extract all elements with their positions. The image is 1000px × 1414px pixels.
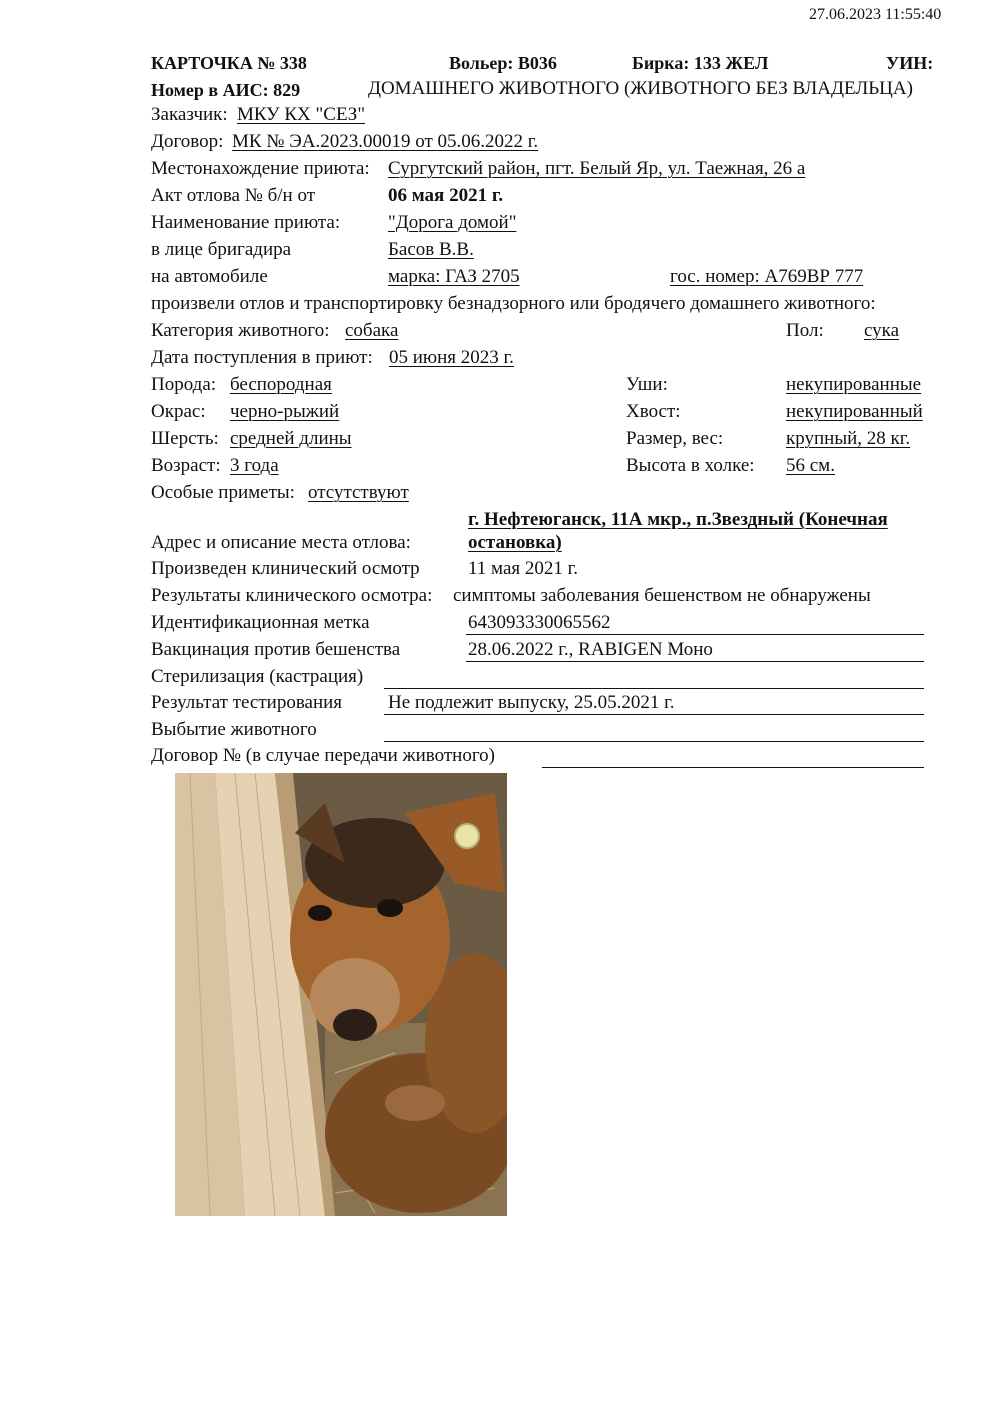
customer-label: Заказчик: — [151, 104, 228, 125]
color-value: черно-рыжий — [230, 401, 340, 422]
age-label: Возраст: — [151, 455, 221, 476]
contract-label: Договор: — [151, 131, 224, 152]
age-value: 3 года — [230, 455, 279, 476]
shelter-name-value: "Дорога домой" — [388, 212, 517, 233]
departure-line — [384, 741, 924, 742]
departure-label: Выбытие животного — [151, 719, 317, 740]
arrival-value: 05 июня 2023 г. — [389, 347, 514, 368]
shelter-location-label: Местонахождение приюта: — [151, 158, 370, 179]
height-value: 56 см. — [786, 455, 835, 476]
capture-address-line1: г. Нефтеюганск, 11А мкр., п.Звездный (Конечная — [468, 509, 888, 530]
test-result-value: Не подлежит выпуску, 25.05.2021 г. — [388, 692, 675, 713]
vehicle-model: марка: ГАЗ 2705 — [388, 266, 520, 287]
statement: произвели отлов и транспортировку безнадзорного или бродячего домашнего животного: — [151, 293, 876, 314]
sex-label: Пол: — [786, 320, 824, 341]
exam-results-value: симптомы заболевания бешенством не обнаружены — [453, 585, 871, 606]
foreman-value: Басов В.В. — [388, 239, 474, 260]
arrival-label: Дата поступления в приют: — [151, 347, 373, 368]
transfer-contract-line — [542, 767, 924, 768]
test-result-line — [384, 714, 924, 715]
capture-address-label: Адрес и описание места отлова: — [151, 532, 411, 553]
vaccination-label: Вакцинация против бешенства — [151, 639, 401, 660]
test-result-label: Результат тестирования — [151, 692, 343, 713]
id-tag-line — [466, 634, 924, 635]
enclosure: Вольер: В036 — [449, 53, 557, 73]
contract-value: МК № ЭА.2023.00019 от 05.06.2022 г. — [232, 131, 539, 152]
shelter-name-label: Наименование приюта: — [151, 212, 341, 233]
dog-photo-illustration — [175, 773, 507, 1216]
capture-act-label: Акт отлова № б/н от — [151, 185, 316, 206]
exam-results-label: Результаты клинического осмотра: — [151, 585, 433, 606]
vehicle-label: на автомобиле — [151, 266, 268, 287]
document-title: ДОМАШНЕГО ЖИВОТНОГО (ЖИВОТНОГО БЕЗ ВЛАДЕЛЬЦА) — [368, 78, 913, 99]
size-value: крупный, 28 кг. — [786, 428, 911, 449]
shelter-location-value: Сургутский район, пгт. Белый Яр, ул. Таежная, 26 а — [388, 158, 806, 179]
sex-value: сука — [864, 320, 900, 341]
marks-label: Особые приметы: — [151, 482, 295, 503]
customer-value: МКУ КХ "СЕЗ" — [237, 104, 366, 125]
tail-label: Хвост: — [626, 401, 681, 422]
vehicle-plate: гос. номер: А769ВР 777 — [670, 266, 864, 287]
marks-value: отсутствуют — [308, 482, 409, 503]
animal-photo — [175, 773, 507, 1216]
category-value: собака — [345, 320, 399, 341]
capture-act-date: 06 мая 2021 г. — [388, 185, 504, 206]
color-label: Окрас: — [151, 401, 206, 422]
sterilization-label: Стерилизация (кастрация) — [151, 666, 364, 687]
size-label: Размер, вес: — [626, 428, 724, 449]
category-label: Категория животного: — [151, 320, 330, 341]
clinical-exam-date: 11 мая 2021 г. — [468, 558, 579, 579]
coat-value: средней длины — [230, 428, 352, 449]
tail-value: некупированный — [786, 401, 923, 422]
tag: Бирка: 133 ЖЕЛ — [632, 53, 769, 73]
height-label: Высота в холке: — [626, 455, 755, 476]
capture-address-line2: остановка) — [468, 532, 562, 553]
ais-number: Номер в АИС: 829 — [151, 80, 301, 100]
ears-value: некупированные — [786, 374, 922, 395]
vaccination-value: 28.06.2022 г., RABIGEN Моно — [468, 639, 713, 660]
ears-label: Уши: — [626, 374, 668, 395]
id-tag-label: Идентификационная метка — [151, 612, 370, 633]
clinical-exam-label: Произведен клинический осмотр — [151, 558, 420, 579]
foreman-label: в лице бригадира — [151, 239, 292, 260]
vaccination-line — [466, 661, 924, 662]
transfer-contract-label: Договор № (в случае передачи животного) — [151, 745, 495, 766]
breed-value: беспородная — [230, 374, 332, 395]
sterilization-line — [384, 688, 924, 689]
id-tag-value: 643093330065562 — [468, 612, 611, 633]
card-number: КАРТОЧКА № 338 — [151, 53, 307, 73]
coat-label: Шерсть: — [151, 428, 219, 449]
uin: УИН: — [886, 53, 934, 73]
breed-label: Порода: — [151, 374, 217, 395]
print-timestamp: 27.06.2023 11:55:40 — [809, 6, 942, 23]
